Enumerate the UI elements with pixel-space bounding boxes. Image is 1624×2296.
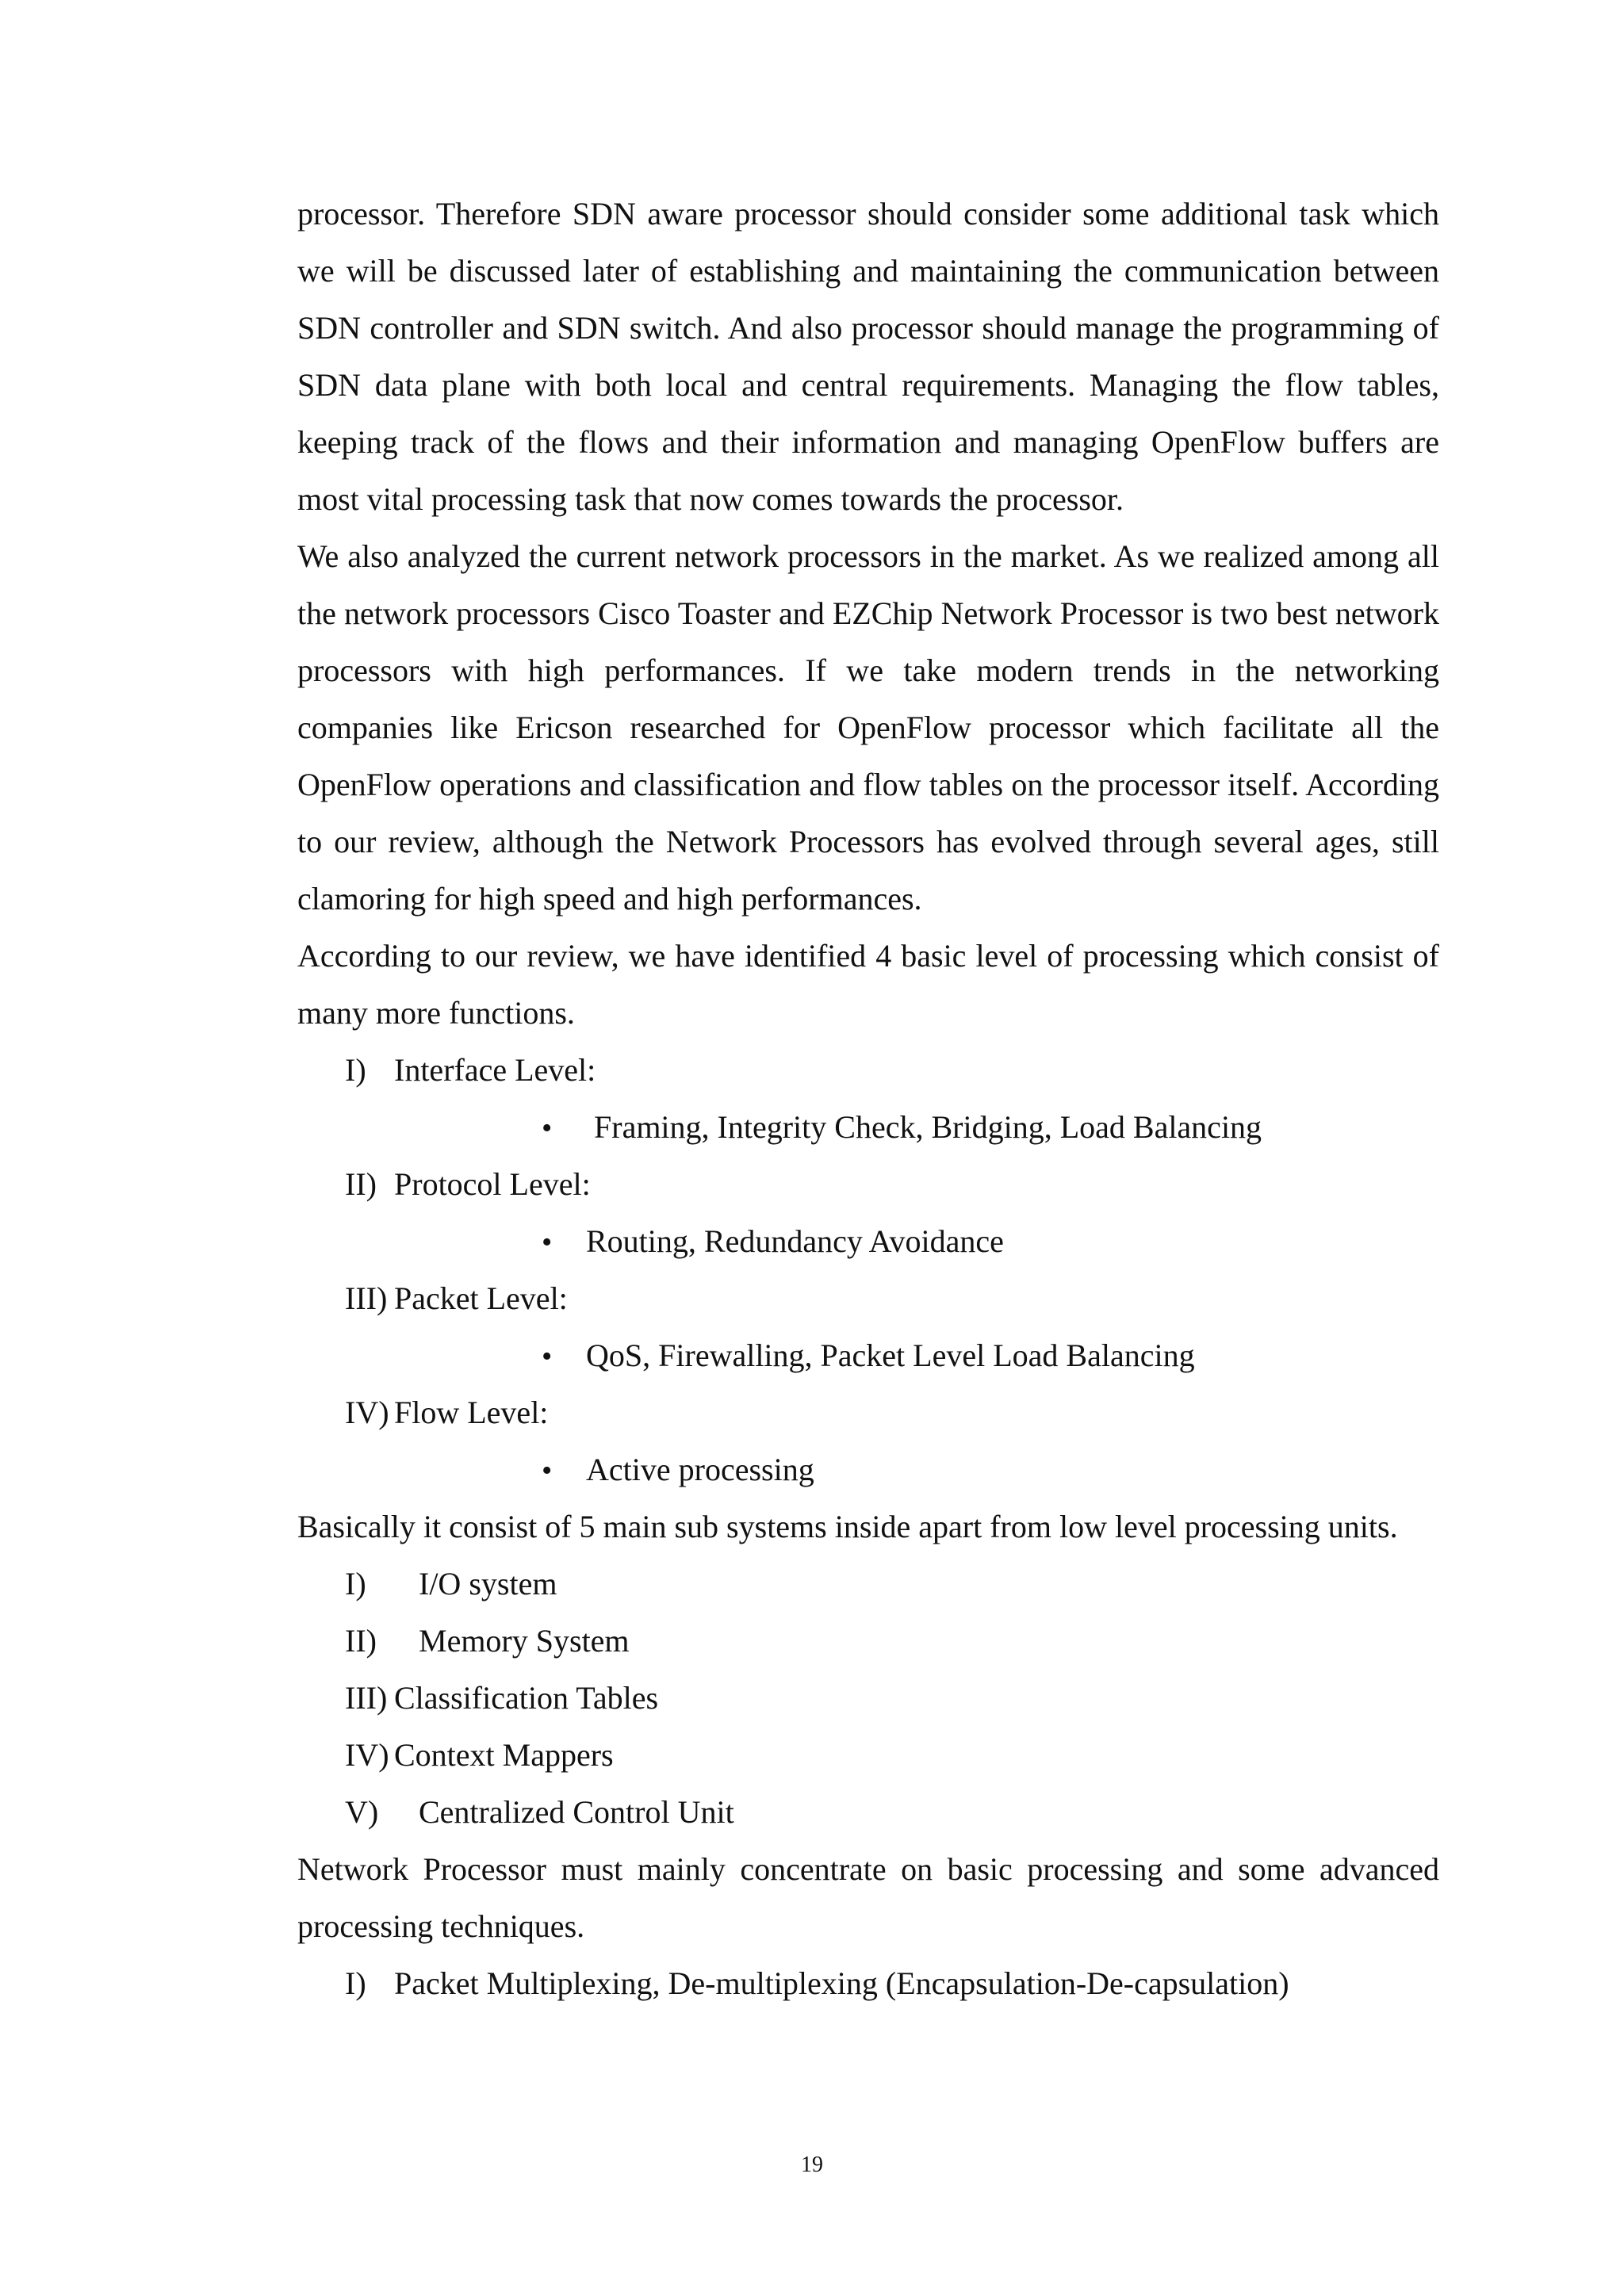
bullet-icon: • [542, 1112, 553, 1145]
bullet-icon: • [542, 1340, 553, 1373]
list-numeral: IV) [345, 1737, 389, 1773]
list-numeral: IV) [345, 1395, 389, 1430]
paragraph-sdn-processor: processor. Therefore SDN aware processor should consider some additional task which we will be discussed later of establishing and maintaining the communication between SDN controller and SDN switch. And also processor should manage the programming of SDN data plane with both local and central requirements. Managing the flow tables, keeping track of the flows and their information and managing OpenFlow buffers are most vital processing task that now comes towards the processor. [297, 196, 1439, 517]
bullet-text: QoS, Firewalling, Packet Level Load Balancing [586, 1337, 1195, 1373]
list-numeral: I) [345, 1965, 366, 2001]
bullet-item [297, 1213, 1439, 1270]
list-item-text: Classification Tables [394, 1680, 659, 1716]
list-numeral: V) [345, 1794, 379, 1830]
list-numeral: II) [345, 1166, 377, 1202]
page-number: 19 [801, 2152, 823, 2177]
processing-levels-list [297, 1042, 1439, 1498]
list-numeral: I) [345, 1052, 366, 1088]
list-item [297, 1613, 1439, 1670]
list-item [297, 1156, 1439, 1213]
bullet-item [297, 1441, 1439, 1498]
list-numeral: III) [345, 1680, 388, 1716]
list-item-title: Packet Level: [394, 1280, 568, 1316]
bullet-text: Framing, Integrity Check, Bridging, Load Balancing [594, 1109, 1262, 1145]
list-item-title: Interface Level: [394, 1052, 596, 1088]
list-item [297, 1955, 1439, 2012]
list-item [297, 1727, 1439, 1784]
paragraph-processing-levels-intro: According to our review, we have identified 4 basic level of processing which consist of many more functions. [297, 938, 1439, 1031]
list-item-text: Centralized Control Unit [419, 1794, 734, 1830]
list-item-title: Protocol Level: [394, 1166, 591, 1202]
list-item [297, 1784, 1439, 1841]
list-item-text: Packet Multiplexing, De-multiplexing (Encapsulation-De-capsulation) [394, 1965, 1289, 2001]
bullet-icon: • [542, 1454, 553, 1487]
bullet-icon: • [542, 1226, 553, 1259]
bullet-item [297, 1099, 1439, 1156]
techniques-list [297, 1955, 1439, 2012]
bullet-text: Routing, Redundancy Avoidance [586, 1223, 1004, 1259]
list-numeral: II) [345, 1623, 377, 1659]
list-item-title: Flow Level: [394, 1395, 549, 1430]
body-text [297, 186, 1439, 2012]
list-item-text: Memory System [419, 1623, 630, 1659]
bullet-item [297, 1327, 1439, 1384]
paragraph-network-processors: We also analyzed the current network processors in the market. As we realized among all the network processors Cisco Toaster and EZChip Network Processor is two best network processors with high performances. If we take modern trends in the networking companies like Ericson researched for OpenFlow processor which facilitate all the OpenFlow operations and classification and flow tables on the processor itself. According to our review, although the Network Processors has evolved through several ages, still clamoring for high speed and high performances. [297, 538, 1439, 916]
list-item-text: I/O system [419, 1566, 557, 1601]
list-item [297, 1556, 1439, 1613]
list-item [297, 1384, 1439, 1441]
list-item [297, 1670, 1439, 1727]
list-numeral: I) [345, 1566, 366, 1601]
list-item-text: Context Mappers [394, 1737, 614, 1773]
list-numeral: III) [345, 1280, 388, 1316]
bullet-text: Active processing [586, 1452, 814, 1487]
paragraph-techniques-intro: Network Processor must mainly concentrate on basic processing and some advanced processing techniques. [297, 1851, 1439, 1944]
list-item [297, 1270, 1439, 1327]
list-item [297, 1042, 1439, 1099]
paragraph-subsystems-intro: Basically it consist of 5 main sub systems inside apart from low level processing units. [297, 1509, 1398, 1544]
subsystems-list [297, 1556, 1439, 1841]
